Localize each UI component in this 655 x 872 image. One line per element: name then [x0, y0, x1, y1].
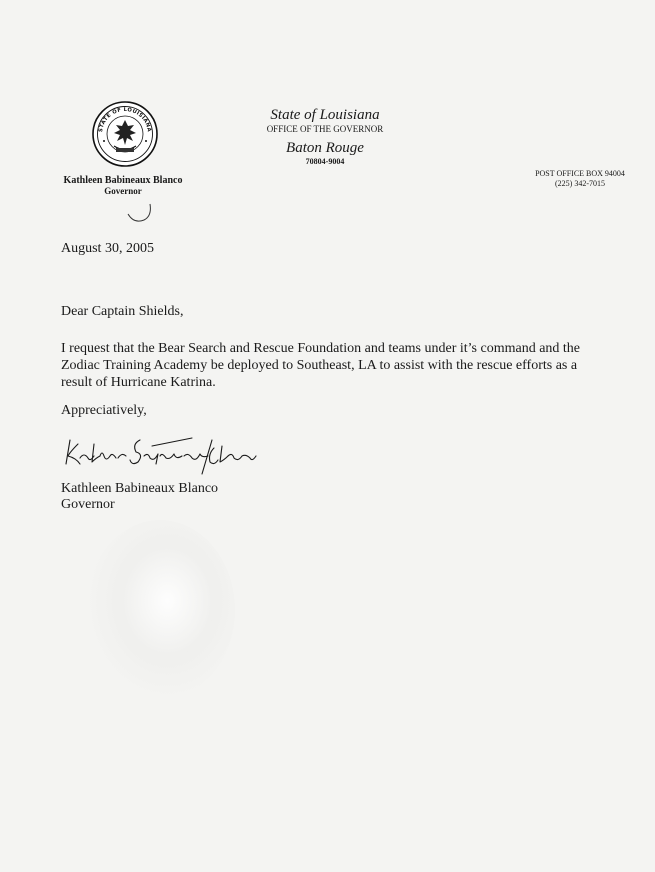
governor-title: Governor	[104, 186, 142, 196]
governor-name: Kathleen Babineaux Blanco	[63, 175, 183, 186]
embossed-seal-mark	[85, 520, 235, 700]
signer-name: Kathleen Babineaux Blanco	[61, 481, 219, 496]
handwritten-signature	[62, 434, 262, 476]
letterhead-po-box: POST OFFICE BOX 94004	[535, 169, 625, 178]
decorative-curl-icon	[124, 200, 158, 224]
letter-body-line: Zodiac Training Academy be deployed to Southeast, LA to assist with the rescue efforts as a	[61, 358, 578, 373]
signer-title: Governor	[61, 497, 115, 512]
letterhead-city: Baton Rouge	[286, 140, 364, 156]
letter-closing: Appreciatively,	[61, 403, 147, 418]
letter-salutation: Dear Captain Shields,	[61, 304, 184, 319]
louisiana-state-seal	[92, 101, 158, 167]
letter-body-line: I request that the Bear Search and Rescue Foundation and teams under it’s command and the	[61, 341, 581, 356]
letter-date: August 30, 2005	[61, 241, 154, 256]
letter-body-line: result of Hurricane Katrina.	[61, 375, 216, 390]
letterhead-state: State of Louisiana	[270, 107, 380, 123]
seal-text: STATE OF LOUISIANA	[98, 106, 152, 133]
letterhead-phone: (225) 342-7015	[555, 179, 605, 188]
letterhead-zip: 70804-9004	[305, 157, 345, 166]
letterhead-office: OFFICE OF THE GOVERNOR	[266, 124, 384, 134]
